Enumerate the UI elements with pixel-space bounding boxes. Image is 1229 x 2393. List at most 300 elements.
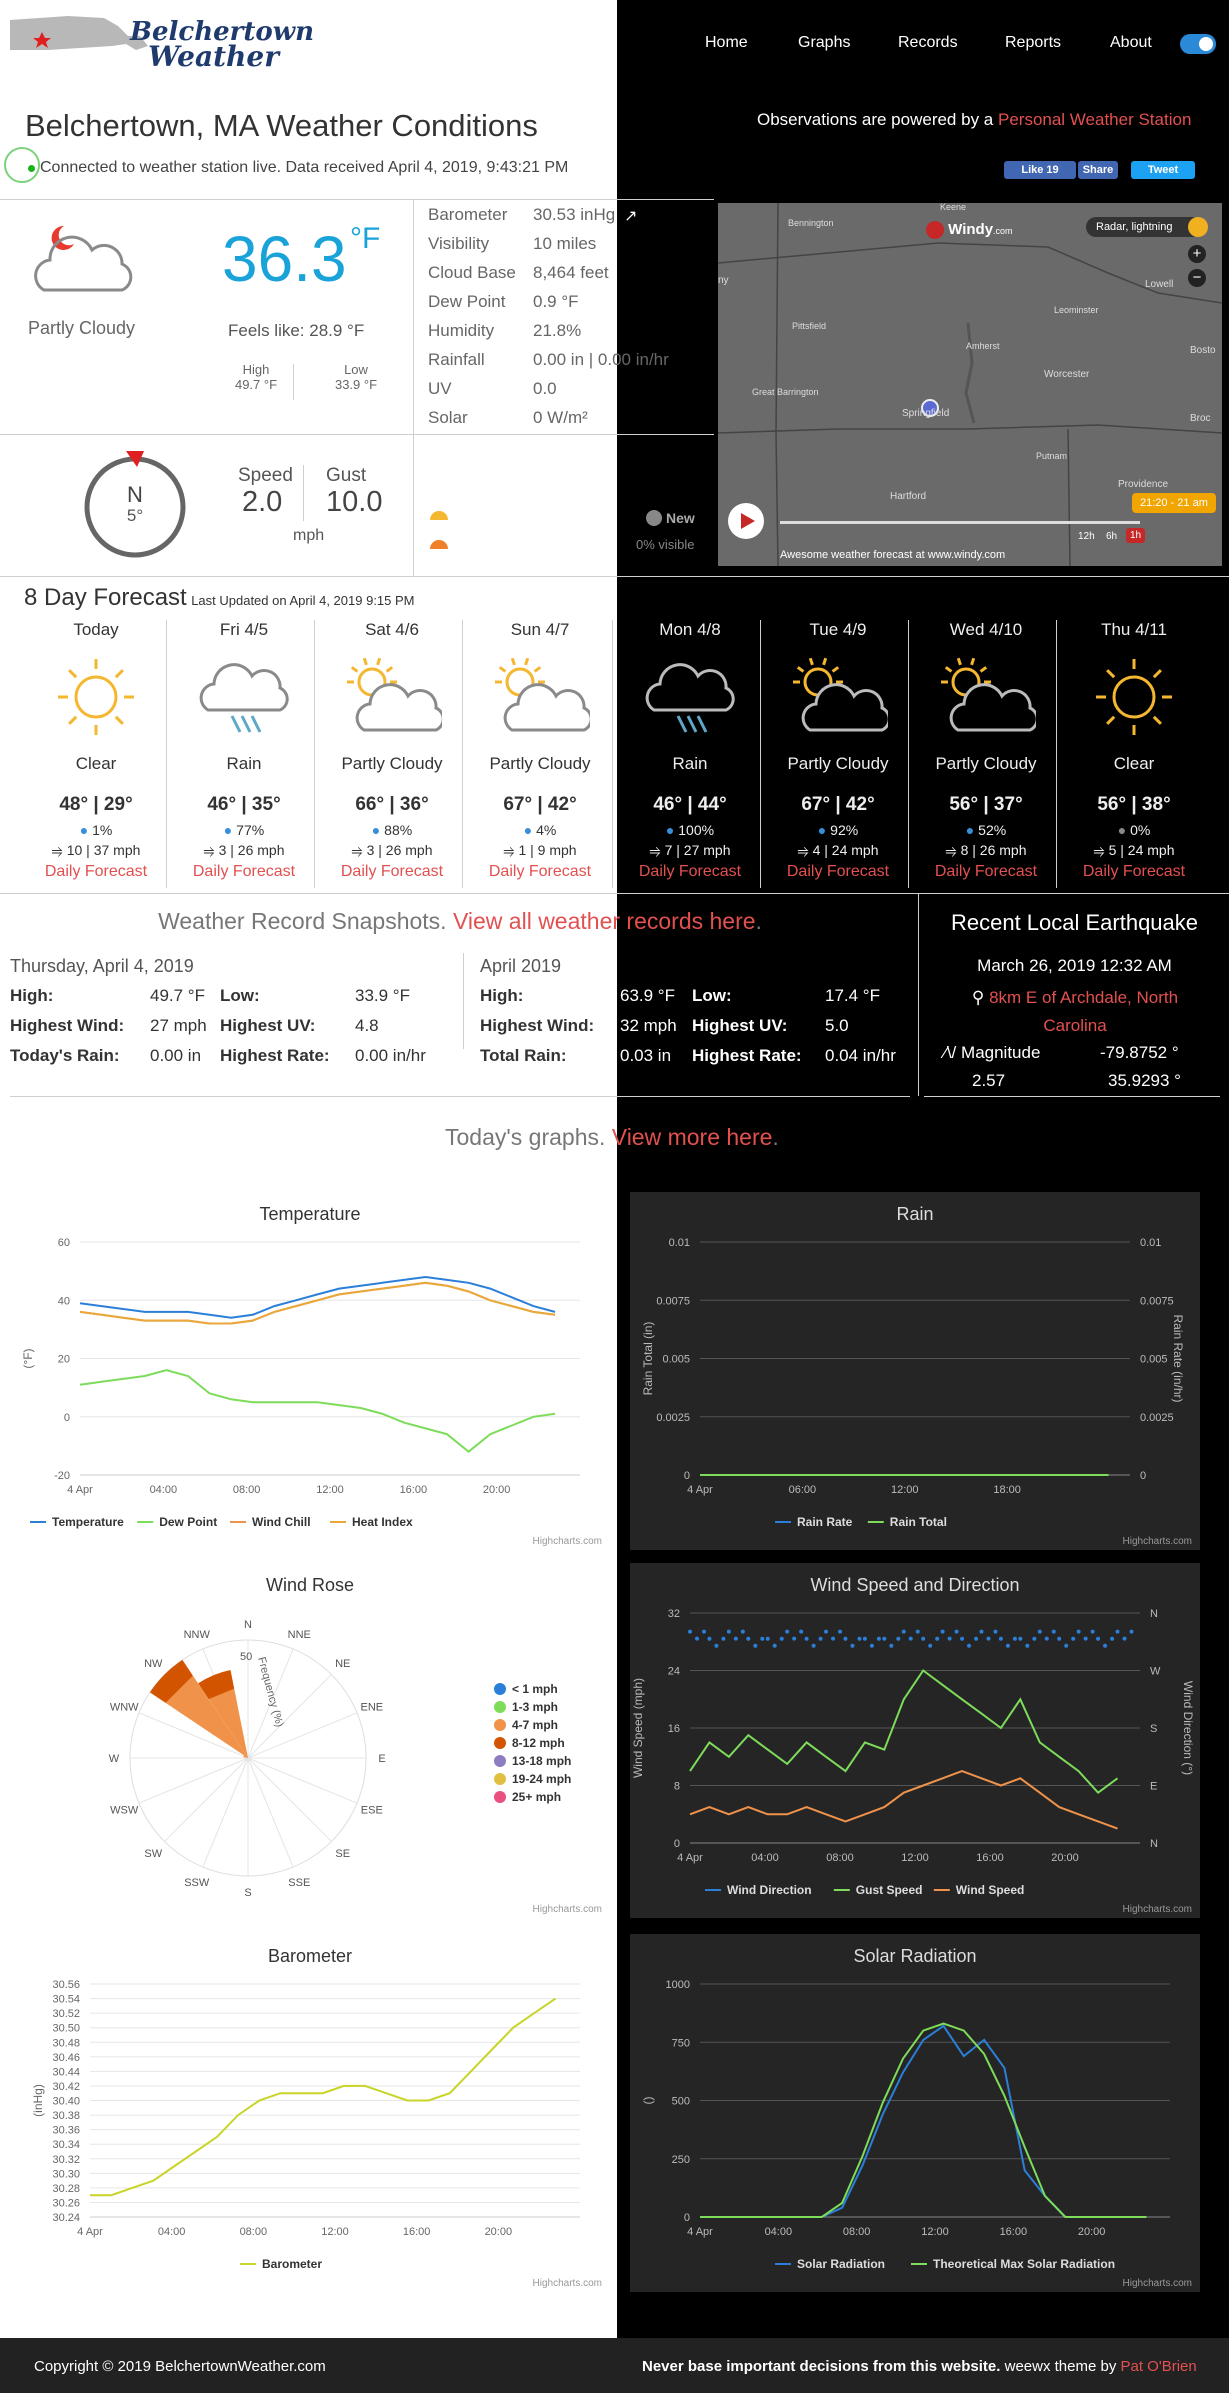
series-line [700, 2024, 1147, 2217]
chart-credit: Highcharts.com [532, 2278, 602, 2289]
y-tick-label: 30.32 [52, 2153, 80, 2166]
chart-credit: Highcharts.com [532, 1536, 602, 1547]
barometer-chart[interactable] [10, 1934, 610, 2292]
divider [413, 200, 414, 576]
high-label: High [242, 362, 270, 377]
wind-speed-chart[interactable] [630, 1563, 1200, 1918]
y-tick-label: 30.30 [52, 2168, 80, 2181]
forecast-day [616, 620, 764, 881]
data-point [1006, 1644, 1010, 1648]
legend-item[interactable] [230, 1515, 311, 1529]
chart-title: Temperature [259, 1204, 361, 1224]
x-tick-label: 04:00 [157, 2226, 186, 2238]
play-button[interactable] [728, 503, 764, 539]
legend-item[interactable] [494, 1772, 571, 1786]
rec-label: Low: [692, 986, 732, 1005]
data-point [902, 1630, 906, 1634]
map-place: Bennington [788, 218, 834, 228]
wind-icon: ⥤ [203, 842, 215, 858]
map-place: ny [718, 275, 729, 286]
rec-value: 33.9 °F [355, 986, 410, 1005]
legend-label: 19-24 mph [512, 1772, 572, 1786]
data-point [921, 1637, 925, 1641]
wind-value: 10 | 37 mph [66, 842, 141, 858]
data-point [857, 1637, 861, 1641]
timeline-6h[interactable]: 6h [1106, 531, 1118, 542]
partly-cloudy-icon [318, 648, 466, 746]
y-tick-label: -20 [54, 1470, 70, 1482]
daily-forecast-link[interactable]: Daily Forecast [1082, 863, 1186, 880]
windy-brand[interactable] [926, 221, 1013, 239]
quake-magnitude: 2.57 [972, 1071, 1006, 1090]
wind-value: 7 | 27 mph [664, 842, 731, 858]
legend-item[interactable] [775, 1515, 853, 1529]
y-tick-label: 30.50 [52, 2022, 80, 2035]
wind-icon: ⥤ [945, 842, 957, 858]
y2-tick-label: W [1150, 1665, 1161, 1678]
series-line [690, 1771, 1118, 1829]
direction-label: SE [335, 1847, 351, 1860]
legend-label: 1-3 mph [512, 1700, 559, 1714]
direction-label: NW [144, 1658, 163, 1671]
y-tick-label: 30.52 [52, 2008, 80, 2021]
forecast-heading: 8 Day Forecast [24, 584, 187, 611]
forecast-day-label: Mon 4/8 [659, 620, 721, 639]
rec-value: 27 mph [150, 1016, 207, 1035]
data-point [967, 1644, 971, 1648]
x-tick-label: 20:00 [484, 2226, 513, 2238]
sunset-time: 7:18 PM [454, 533, 518, 552]
legend-item[interactable] [494, 1754, 571, 1768]
data-point [1045, 1637, 1049, 1641]
sunrise-time: 6:26 AM [454, 505, 517, 524]
legend-item[interactable] [137, 1515, 217, 1529]
legend-item[interactable] [834, 1883, 923, 1897]
raindrop-icon: ● [817, 822, 827, 838]
forecast-high-low: 46° | 44° [653, 794, 727, 815]
radar-toggle[interactable] [1086, 217, 1202, 237]
chart-svg [630, 1934, 1200, 2292]
data-point [1110, 1637, 1114, 1641]
series-line [80, 1283, 555, 1324]
legend-label: Dew Point [159, 1515, 218, 1529]
wind-speed: 2.0 [242, 486, 283, 518]
forecast-condition: Rain [226, 754, 262, 773]
data-point [702, 1630, 706, 1634]
connected-status: Connected to weather station live. Data received April 4, 2019, 9:43:21 PM [40, 159, 569, 176]
high-value: 49.7 °F [234, 377, 278, 392]
data-point [1025, 1644, 1029, 1648]
forecast-condition: Partly Cloudy [787, 754, 889, 773]
barometer-trend-icon: ↗ [624, 208, 638, 225]
y-axis-label: Rain Total (in) [641, 1321, 655, 1396]
nav-reports[interactable]: Reports [1005, 34, 1062, 51]
logo[interactable] [8, 6, 338, 68]
data-point [1064, 1644, 1068, 1648]
data-point [695, 1637, 699, 1641]
direction-label: NE [335, 1658, 351, 1671]
legend-item[interactable] [775, 2257, 885, 2271]
data-point [1057, 1637, 1061, 1641]
precip-value: 4% [536, 822, 557, 838]
forecast-wind [616, 842, 764, 859]
legend-label: Wind Chill [252, 1515, 311, 1529]
y-tick-label: 0 [683, 1470, 690, 1482]
current-condition: Partly Cloudy [28, 318, 136, 338]
chart-svg [10, 1192, 610, 1550]
solar-chart[interactable] [630, 1934, 1200, 2292]
data-point [785, 1630, 789, 1634]
rose-spoke [248, 1758, 331, 1841]
x-tick-label: 08:00 [232, 1484, 261, 1496]
forecast-precip [466, 822, 614, 838]
data-point [819, 1637, 823, 1641]
timeline-1h[interactable]: 1h [1126, 528, 1145, 543]
obs-barometer [428, 205, 616, 225]
map-place: Putnam [1036, 451, 1068, 461]
data-point [1116, 1630, 1120, 1634]
legend-label: Wind Direction [727, 1883, 812, 1897]
data-point [941, 1630, 945, 1634]
forecast-wind [466, 842, 614, 859]
y-tick-label: 30.36 [52, 2124, 80, 2137]
wind-icon: ⥤ [503, 842, 515, 858]
x-tick-label: 4 Apr [687, 2226, 713, 2238]
legend-item[interactable] [494, 1718, 558, 1732]
legend-item[interactable] [934, 1883, 1025, 1897]
chart-credit: Highcharts.com [1122, 2278, 1192, 2289]
low-label: Low [344, 362, 368, 377]
y2-tick-label: N [1150, 1608, 1158, 1620]
obs-label: Barometer [428, 205, 508, 224]
data-point [1091, 1630, 1095, 1634]
lightning-icon[interactable] [1188, 217, 1208, 237]
timeline-track[interactable] [780, 521, 1140, 524]
y-tick-label: 750 [671, 2037, 690, 2050]
data-point [1038, 1630, 1042, 1634]
y-tick-label: 30.46 [52, 2051, 80, 2064]
legend-item[interactable] [330, 1515, 413, 1529]
play-icon [728, 503, 764, 539]
y-tick-label: 500 [671, 2095, 690, 2108]
x-tick-label: 08:00 [239, 2226, 268, 2238]
footer-copyright: Copyright © 2019 BelchertownWeather.com [34, 2358, 326, 2375]
x-tick-label: 18:00 [993, 1484, 1021, 1496]
legend-item[interactable] [30, 1515, 124, 1529]
timeline-12h[interactable]: 12h [1078, 531, 1095, 542]
data-point [688, 1630, 692, 1634]
data-point [955, 1630, 959, 1634]
x-tick-label: 4 Apr [77, 2226, 103, 2238]
obs-uv [428, 379, 557, 399]
data-point [882, 1637, 886, 1641]
data-point [824, 1630, 828, 1634]
obs-label: Solar [428, 408, 468, 427]
data-point [916, 1630, 920, 1634]
map-place: Leominster [1054, 305, 1099, 315]
data-point [805, 1637, 809, 1641]
graphs-link[interactable]: View more here [611, 1124, 773, 1150]
temperature-chart[interactable] [10, 1192, 610, 1550]
svg-text:Belchertown: Belchertown [130, 17, 315, 47]
map-place: Springfield [902, 408, 950, 419]
data-point [948, 1637, 952, 1641]
chart-svg [10, 1563, 610, 1918]
legend-item[interactable] [494, 1736, 565, 1750]
legend-item[interactable] [911, 2257, 1115, 2271]
y-tick-label: 30.24 [52, 2212, 80, 2224]
pws-link[interactable]: Personal Weather Station [997, 110, 1192, 129]
map-time-chip[interactable]: 21:20 - 21 am [1132, 493, 1216, 513]
forecast-precip [1060, 822, 1208, 838]
forecast-day [912, 620, 1060, 881]
direction-label: SSW [184, 1876, 210, 1889]
y-tick-label: 30.42 [52, 2080, 80, 2093]
moon-visible: 0% visible [636, 537, 695, 552]
rec-value: 17.4 °F [825, 986, 880, 1005]
obs-cloudbase [428, 263, 609, 283]
direction-label: SW [144, 1847, 163, 1860]
y-tick-label: 30.28 [52, 2182, 80, 2195]
sunset-icon [430, 540, 448, 549]
y2-tick-label: N [1150, 1838, 1158, 1850]
raindrop-icon: ● [523, 822, 533, 838]
data-point [746, 1637, 750, 1641]
y2-tick-label: 0.0025 [1140, 1411, 1174, 1424]
zoom-in-button[interactable]: + [1188, 245, 1206, 263]
wind-value: 1 | 9 mph [518, 842, 577, 858]
rec-label: High: [480, 986, 524, 1005]
obs-label: Humidity [428, 321, 495, 340]
obs-value: 0.0 [533, 379, 557, 398]
y-tick-label: 30.38 [52, 2110, 80, 2123]
y-tick-label: 0 [673, 1838, 680, 1850]
precip-value: 77% [236, 822, 265, 838]
data-point [850, 1644, 854, 1648]
theme-toggle[interactable] [1180, 34, 1216, 54]
data-point [1123, 1637, 1127, 1641]
data-point [889, 1644, 893, 1648]
rec-value: 0.00 in [150, 1046, 202, 1065]
legend-item[interactable] [494, 1682, 558, 1696]
radar-label: Radar, lightning [1096, 221, 1173, 233]
divider [462, 620, 463, 888]
legend-label: Heat Index [352, 1515, 413, 1529]
rec-label: Today's Rain: [10, 1046, 120, 1065]
data-point [766, 1637, 770, 1641]
divider [10, 1096, 910, 1097]
sunrise-icon [430, 511, 448, 520]
rec-value: 63.9 °F [620, 986, 675, 1005]
daily-forecast-link[interactable]: Daily Forecast [44, 863, 148, 880]
seismo-icon: ⁄\/ [944, 1043, 957, 1062]
rec-label: Highest Rate: [692, 1046, 802, 1065]
partly-cloudy-icon [912, 648, 1060, 746]
chart-svg [10, 1934, 610, 2292]
data-point [877, 1637, 881, 1641]
rec-value: 0.04 in/hr [825, 1046, 896, 1065]
legend-label: Theoretical Max Solar Radiation [933, 2257, 1116, 2271]
nav-about[interactable]: About [1110, 34, 1152, 51]
divider [760, 620, 761, 888]
wind-value: 4 | 24 mph [812, 842, 879, 858]
forecast-high-low: 67° | 42° [503, 794, 577, 815]
x-tick-label: 12:00 [316, 1484, 344, 1496]
zoom-out-button[interactable]: − [1188, 269, 1206, 287]
forecast-precip [764, 822, 912, 838]
forecast-updated: Last Updated on April 4, 2019 9:15 PM [191, 593, 415, 608]
wind-rose-chart[interactable] [10, 1563, 610, 1918]
wind-icon: ⥤ [797, 842, 809, 858]
footer [0, 2338, 1229, 2393]
data-point [1077, 1630, 1081, 1634]
map-place: Hartford [890, 491, 927, 502]
precip-value: 88% [384, 822, 413, 838]
obs-humidity [428, 321, 582, 341]
data-point [799, 1630, 803, 1634]
data-point [780, 1637, 784, 1641]
nav-home[interactable]: Home [705, 34, 748, 51]
wind-icon: ⥤ [51, 842, 63, 858]
data-point [1103, 1644, 1107, 1648]
legend-label: 25+ mph [512, 1790, 562, 1804]
footer-author-link[interactable]: Pat O'Brien [1120, 2358, 1197, 2375]
divider [0, 893, 1229, 894]
data-point [1052, 1630, 1056, 1634]
wind-direction: N [127, 482, 143, 507]
legend-label: Rain Rate [797, 1515, 853, 1529]
divider [0, 199, 714, 200]
legend-item[interactable] [705, 1883, 812, 1897]
forecast-condition: Partly Cloudy [489, 754, 591, 773]
windy-map[interactable] [718, 203, 1222, 566]
divider [463, 953, 464, 1049]
y-tick-label: 40 [57, 1295, 70, 1308]
forecast-condition: Rain [672, 754, 708, 773]
y-axis-label: () [641, 2096, 655, 2105]
daily-forecast-link[interactable]: Daily Forecast [934, 863, 1038, 880]
rec-label: Highest Wind: [10, 1016, 125, 1035]
chart-title: Solar Radiation [853, 1946, 977, 1966]
forecast-day-label: Fri 4/5 [219, 620, 269, 639]
daily-forecast-link[interactable]: Daily Forecast [192, 863, 296, 880]
y-tick-label: 0 [63, 1411, 70, 1424]
x-tick-label: 20:00 [482, 1484, 511, 1496]
nav-records[interactable]: Records [898, 34, 958, 51]
powered-text: Observations are powered by a [757, 110, 994, 129]
chart-title: Wind Speed and Direction [810, 1575, 1020, 1595]
daily-forecast-link[interactable]: Daily Forecast [340, 863, 444, 880]
data-point [935, 1637, 939, 1641]
raindrop-icon: ● [665, 822, 675, 838]
series-line [80, 1370, 555, 1452]
legend-item[interactable] [494, 1700, 558, 1714]
rec-value: 49.7 °F [150, 986, 205, 1005]
chart-title: Wind Rose [265, 1575, 355, 1595]
fb-like-button[interactable]: Like 19 [1004, 161, 1076, 179]
nav-graphs[interactable]: Graphs [798, 34, 851, 51]
windy-brand-text: Windy [948, 221, 994, 238]
rec-value: 4.8 [355, 1016, 379, 1035]
rain-chart[interactable] [630, 1192, 1200, 1550]
records-heading: Weather Record Snapshots. [158, 908, 447, 934]
precip-value: 0% [1130, 822, 1151, 838]
obs-value: 0 W/m² [533, 408, 588, 427]
x-tick-label: 16:00 [999, 2226, 1028, 2238]
data-point [1032, 1637, 1036, 1641]
forecast-condition: Partly Cloudy [341, 754, 443, 773]
divider [166, 620, 167, 888]
rain-icon [616, 648, 764, 746]
fb-share-button[interactable]: Share [1078, 161, 1118, 179]
direction-label: W [108, 1753, 120, 1765]
rec-label: Low: [220, 986, 260, 1005]
rec-value: 5.0 [825, 1016, 849, 1035]
obs-label: Cloud Base [428, 263, 516, 282]
x-tick-label: 12:00 [921, 2226, 949, 2238]
today-low [325, 362, 387, 392]
y-tick-label: 250 [671, 2153, 690, 2166]
daily-forecast-link[interactable]: Daily Forecast [638, 863, 742, 880]
legend-item[interactable] [868, 1515, 947, 1529]
data-point [993, 1630, 997, 1634]
footer-warning: Never base important decisions from this website. [642, 2358, 1001, 2375]
quake-location[interactable] [960, 984, 1190, 1040]
x-tick-label: 12:00 [321, 2226, 349, 2238]
direction-label: N [244, 1619, 252, 1631]
divider [293, 364, 294, 400]
y2-tick-label: S [1150, 1723, 1158, 1735]
quake-longitude: -79.8752 ° [1100, 1043, 1179, 1062]
x-tick-label: 08:00 [826, 1852, 854, 1864]
rec-value: 0.00 in/hr [355, 1046, 426, 1065]
y2-tick-label: 0 [1140, 1470, 1147, 1482]
wind-value: 5 | 24 mph [1108, 842, 1175, 858]
windy-brand-suffix: .com [993, 226, 1013, 236]
legend-item[interactable] [240, 2257, 322, 2271]
forecast-high-low: 66° | 36° [355, 794, 429, 815]
precip-value: 1% [92, 822, 113, 838]
forecast-condition: Partly Cloudy [935, 754, 1037, 773]
daily-forecast-link[interactable]: Daily Forecast [488, 863, 592, 880]
data-point [734, 1637, 738, 1641]
map-caption[interactable]: Awesome weather forecast at www.windy.com [780, 549, 1006, 561]
data-point [909, 1637, 913, 1641]
forecast-condition: Clear [75, 754, 117, 773]
y-tick-label: 0.0025 [656, 1411, 690, 1424]
data-point [831, 1637, 835, 1641]
forecast-day-label: Sun 4/7 [510, 620, 570, 639]
legend-label: Gust Speed [855, 1883, 923, 1897]
feels-like: Feels like: 28.9 °F [228, 321, 365, 340]
records-link[interactable]: View all weather records here [452, 908, 756, 934]
legend-item[interactable] [494, 1790, 561, 1804]
legend-label: Rain Total [889, 1515, 947, 1529]
temp-unit: °F [350, 222, 381, 255]
forecast-day-label: Today [73, 620, 119, 639]
forecast-precip [912, 822, 1060, 838]
graphs-heading: Today's graphs. [445, 1124, 606, 1150]
live-dot [28, 165, 35, 172]
tweet-button[interactable]: Tweet [1131, 161, 1195, 179]
forecast-day-label: Thu 4/11 [1101, 620, 1167, 639]
legend-label: 4-7 mph [512, 1718, 559, 1732]
daily-forecast-link[interactable]: Daily Forecast [786, 863, 890, 880]
divider [612, 620, 613, 888]
raindrop-icon: ● [223, 822, 233, 838]
quake-location-text: 8km E of Archdale, North Carolina [989, 988, 1179, 1035]
data-point [1071, 1637, 1075, 1641]
